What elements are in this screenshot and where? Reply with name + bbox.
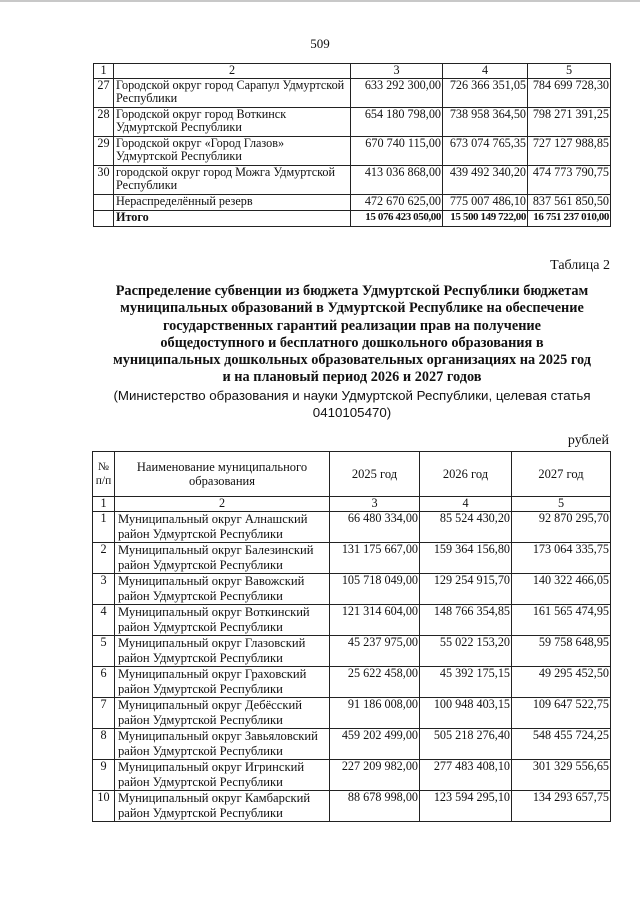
table-row	[94, 78, 611, 107]
table2-body	[93, 497, 611, 822]
value-2027: 134 293 657,75	[512, 790, 611, 821]
table-row	[93, 759, 611, 790]
municipality-name: Городской округ «Город Глазов» Удмуртской Республики	[114, 136, 351, 165]
row-number: 7	[93, 697, 115, 728]
column-number: 3	[330, 497, 420, 512]
value-2025: 670 740 115,00	[351, 136, 443, 165]
value-2027: 173 064 335,75	[512, 542, 611, 573]
table1-body	[94, 64, 611, 227]
row-number: 3	[93, 573, 115, 604]
column-number-row	[94, 64, 611, 79]
municipality-name: Муниципальный округ Воткинский район Удмуртской Республики	[115, 604, 330, 635]
total-label: Итого	[114, 210, 351, 226]
header-row	[93, 452, 611, 497]
value-2027: 109 647 522,75	[512, 697, 611, 728]
value-2025: 45 237 975,00	[330, 635, 420, 666]
total-2025: 15 076 423 050,00	[351, 210, 443, 226]
row-number: 8	[93, 728, 115, 759]
reserve-2026: 775 007 486,10	[443, 194, 528, 210]
value-2026: 738 958 364,50	[443, 107, 528, 136]
row-number: 10	[93, 790, 115, 821]
row-number: 5	[93, 635, 115, 666]
value-2026: 505 218 276,40	[420, 728, 512, 759]
value-2025: 413 036 868,00	[351, 165, 443, 194]
municipality-name: Муниципальный округ Граховский район Удмуртской Республики	[115, 666, 330, 697]
value-2026: 159 364 156,80	[420, 542, 512, 573]
value-2025: 131 175 667,00	[330, 542, 420, 573]
table-row	[93, 635, 611, 666]
page-top-edge	[0, 0, 640, 2]
municipality-name: Муниципальный округ Вавожский район Удмуртской Республики	[115, 573, 330, 604]
header-number: № п/п	[93, 452, 115, 497]
row-number: 27	[94, 78, 114, 107]
value-2027: 798 271 391,25	[528, 107, 611, 136]
header-name: Наименование муниципального образования	[115, 452, 330, 497]
value-2027: 49 295 452,50	[512, 666, 611, 697]
municipality-name: Муниципальный округ Алнашский район Удмуртской Республики	[115, 511, 330, 542]
value-2025: 91 186 008,00	[330, 697, 420, 728]
row-number: 29	[94, 136, 114, 165]
column-number-row	[93, 497, 611, 512]
value-2025: 66 480 334,00	[330, 511, 420, 542]
value-2025: 654 180 798,00	[351, 107, 443, 136]
municipality-name: Городской округ город Сарапул Удмуртской Республики	[114, 78, 351, 107]
value-2027: 59 758 648,95	[512, 635, 611, 666]
row-number-empty	[94, 194, 114, 210]
table-row	[94, 165, 611, 194]
value-2027: 784 699 728,30	[528, 78, 611, 107]
table-row	[93, 573, 611, 604]
table-row	[93, 511, 611, 542]
column-number: 2	[115, 497, 330, 512]
row-number: 4	[93, 604, 115, 635]
value-2026: 726 366 351,05	[443, 78, 528, 107]
value-2025: 227 209 982,00	[330, 759, 420, 790]
column-number: 3	[351, 64, 443, 79]
value-2027: 548 455 724,25	[512, 728, 611, 759]
table-row	[94, 136, 611, 165]
value-2025: 121 314 604,00	[330, 604, 420, 635]
value-2027: 140 322 466,05	[512, 573, 611, 604]
page-number: 509	[310, 36, 330, 51]
value-2027: 474 773 790,75	[528, 165, 611, 194]
value-2026: 673 074 765,35	[443, 136, 528, 165]
reserve-2027: 837 561 850,50	[528, 194, 611, 210]
column-number: 5	[528, 64, 611, 79]
table-row	[93, 790, 611, 821]
row-number: 30	[94, 165, 114, 194]
value-2025: 88 678 998,00	[330, 790, 420, 821]
value-2026: 439 492 340,20	[443, 165, 528, 194]
value-2026: 123 594 295,10	[420, 790, 512, 821]
subvention-distribution-table	[92, 451, 611, 822]
municipality-name: Городской округ город Воткинск Удмуртской Республики	[114, 107, 351, 136]
municipality-name: Муниципальный округ Дебёсский район Удмуртской Республики	[115, 697, 330, 728]
municipality-name: Муниципальный округ Глазовский район Удмуртской Республики	[115, 635, 330, 666]
value-2027: 301 329 556,65	[512, 759, 611, 790]
column-number: 4	[420, 497, 512, 512]
municipality-name: Муниципальный округ Камбарский район Удмуртской Республики	[115, 790, 330, 821]
reserve-2025: 472 670 625,00	[351, 194, 443, 210]
table-heading: Распределение субвенции из бюджета Удмуртской Республики бюджетам муниципальных образований в Удмуртской Республике на обеспечение государственных гарантий реализации прав на получение общедоступного и бесплатного дошкольного образования в муниципальных дошкольных образовательных организациях на 2025 год и на плановый период 2026 и 2027 годов	[113, 283, 591, 386]
value-2027: 727 127 988,85	[528, 136, 611, 165]
row-number-empty	[94, 210, 114, 226]
value-2026: 55 022 153,20	[420, 635, 512, 666]
municipality-name: Муниципальный округ Игринский район Удмуртской Республики	[115, 759, 330, 790]
value-2025: 105 718 049,00	[330, 573, 420, 604]
header-2025: 2025 год	[330, 452, 420, 497]
column-number: 4	[443, 64, 528, 79]
row-number: 28	[94, 107, 114, 136]
table-row	[93, 542, 611, 573]
row-number: 1	[93, 511, 115, 542]
unit-label: рублей	[567, 433, 609, 448]
value-2025: 25 622 458,00	[330, 666, 420, 697]
table-row	[93, 728, 611, 759]
row-number: 6	[93, 666, 115, 697]
value-2026: 277 483 408,10	[420, 759, 512, 790]
table-label: Таблица 2	[550, 258, 610, 273]
municipality-name: городской округ город Можга Удмуртской Республики	[114, 165, 351, 194]
row-number: 9	[93, 759, 115, 790]
municipality-name: Муниципальный округ Балезинский район Удмуртской Республики	[115, 542, 330, 573]
total-2026: 15 500 149 722,00	[443, 210, 528, 226]
column-number: 1	[93, 497, 115, 512]
value-2026: 85 524 430,20	[420, 511, 512, 542]
value-2027: 161 565 474,95	[512, 604, 611, 635]
column-number: 5	[512, 497, 611, 512]
value-2025: 459 202 499,00	[330, 728, 420, 759]
reserve-label: Нераспределённый резерв	[114, 194, 351, 210]
value-2026: 129 254 915,70	[420, 573, 512, 604]
row-number: 2	[93, 542, 115, 573]
table-row	[93, 697, 611, 728]
total-2027: 16 751 237 010,00	[528, 210, 611, 226]
table-subheading: (Министерство образования и науки Удмуртской Республики, целевая статья 0410105470)	[113, 388, 591, 421]
table-row	[94, 107, 611, 136]
header-2027: 2027 год	[512, 452, 611, 497]
header-2026: 2026 год	[420, 452, 512, 497]
reserve-row	[94, 194, 611, 210]
total-row	[94, 210, 611, 226]
table-row	[93, 666, 611, 697]
table-row	[93, 604, 611, 635]
column-number: 1	[94, 64, 114, 79]
value-2026: 148 766 354,85	[420, 604, 512, 635]
value-2026: 45 392 175,15	[420, 666, 512, 697]
value-2025: 633 292 300,00	[351, 78, 443, 107]
municipality-name: Муниципальный округ Завьяловский район Удмуртской Республики	[115, 728, 330, 759]
column-number: 2	[114, 64, 351, 79]
value-2026: 100 948 403,15	[420, 697, 512, 728]
allocation-table-continued	[93, 63, 611, 227]
value-2027: 92 870 295,70	[512, 511, 611, 542]
